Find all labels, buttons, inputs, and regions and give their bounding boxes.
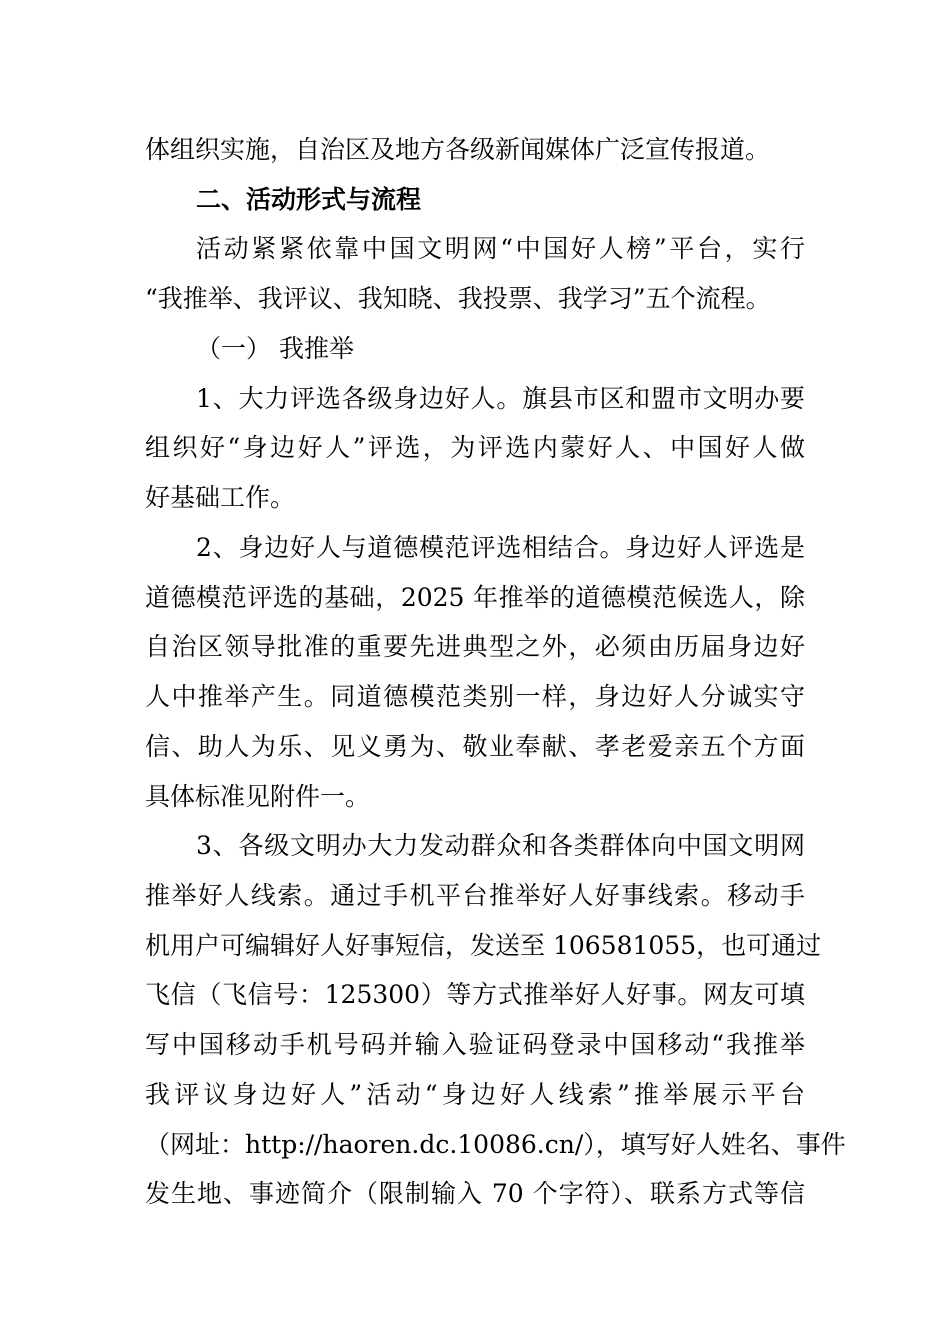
paragraph-line: 好基础工作。 (145, 483, 296, 512)
section-heading: 二、活动形式与流程 (196, 185, 422, 214)
paragraph-line: 发生地、事迹简介（限制输入 70 个字符）、联系方式等信 (145, 1179, 805, 1208)
paragraph-line: 2、身边好人与道德模范评选相结合。身边好人评选是 (196, 533, 805, 562)
paragraph-line: 体组织实施，自治区及地方各级新闻媒体广泛宣传报道。 (145, 135, 771, 164)
subsection-heading: （一） 我推举 (196, 334, 354, 363)
paragraph-line: （网址：http://haoren.dc.10086.cn/），填写好人姓名、事件 (145, 1130, 846, 1159)
paragraph-line: 具体标准见附件一。 (145, 782, 371, 811)
paragraph-line: 机用户可编辑好人好事短信，发送至 106581055，也可通过 (145, 931, 822, 960)
paragraph-line: 人中推举产生。同道德模范类别一样，身边好人分诚实守 (145, 682, 805, 711)
paragraph-line: 我评议身边好人”活动“身边好人线索”推举展示平台 (145, 1080, 805, 1109)
paragraph-line: “我推举、我评议、我知晓、我投票、我学习”五个流程。 (145, 284, 771, 313)
paragraph-line: 写中国移动手机号码并输入验证码登录中国移动“我推举 (145, 1030, 805, 1059)
paragraph-line: 推举好人线索。通过手机平台推举好人好事线索。移动手 (145, 881, 805, 910)
paragraph-line: 组织好“身边好人”评选，为评选内蒙好人、中国好人做 (145, 433, 805, 462)
paragraph-line: 飞信（飞信号：125300）等方式推举好人好事。网友可填 (145, 980, 805, 1009)
paragraph-line: 自治区领导批准的重要先进典型之外，必须由历届身边好 (145, 632, 805, 661)
paragraph-line: 道德模范评选的基础，2025 年推举的道德模范候选人，除 (145, 583, 805, 612)
paragraph-line: 3、各级文明办大力发动群众和各类群体向中国文明网 (196, 831, 805, 860)
paragraph-line: 活动紧紧依靠中国文明网“中国好人榜”平台，实行 (196, 234, 805, 263)
paragraph-line: 1、大力评选各级身边好人。旗县市区和盟市文明办要 (196, 384, 805, 413)
paragraph-line: 信、助人为乐、见义勇为、敬业奉献、孝老爱亲五个方面 (145, 732, 805, 761)
